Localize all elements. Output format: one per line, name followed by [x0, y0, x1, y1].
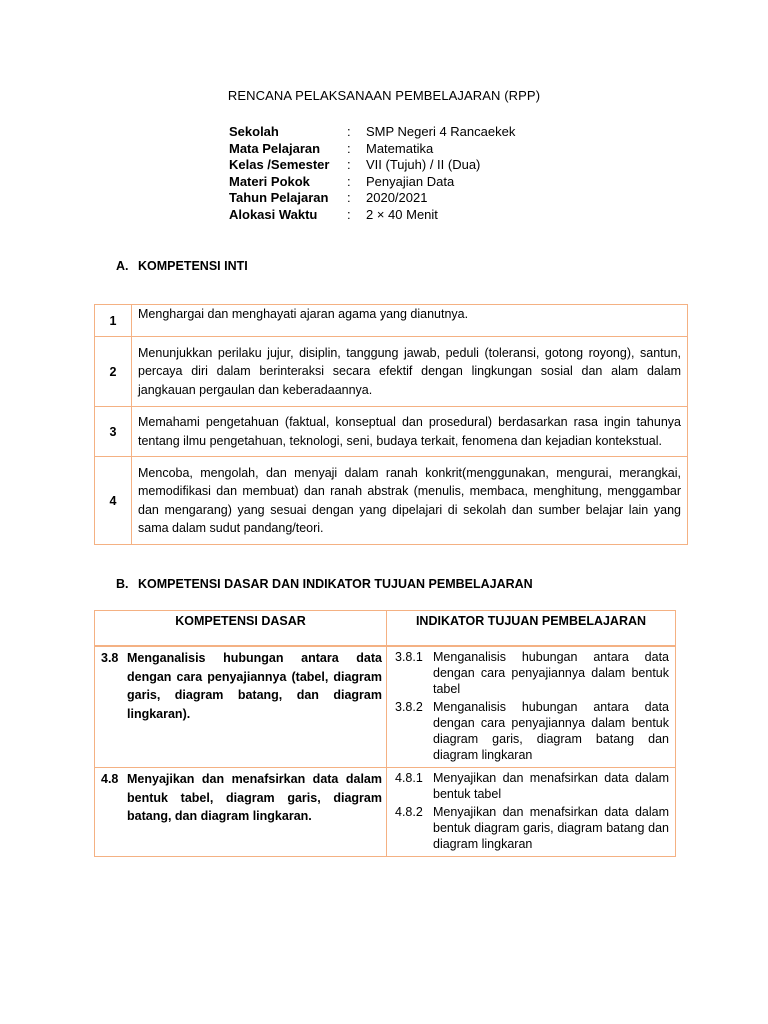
identity-colon: :	[347, 190, 351, 205]
kd-first-line	[101, 649, 382, 668]
indicator-code: 4.8.1	[395, 771, 423, 785]
identity-row	[229, 124, 586, 141]
identity-row	[229, 207, 586, 224]
identity-value: Penyajian Data	[366, 173, 455, 189]
identity-colon: :	[347, 124, 351, 139]
indicator-item	[395, 649, 669, 697]
table-row	[95, 337, 688, 407]
identity-colon: :	[347, 206, 351, 222]
table-row	[95, 457, 688, 545]
identity-row	[229, 190, 586, 207]
kd-code: 4.8	[101, 772, 119, 786]
kd-continuation: bentuk tabel, diagram garis, diagram batang, dan diagram lingkaran.	[127, 790, 382, 823]
kd-first-text: Menyajikan dan menafsirkan data dalam	[127, 772, 382, 786]
identity-colon: :	[347, 173, 351, 189]
identity-value: Matematika	[366, 140, 434, 156]
identity-colon: :	[347, 157, 351, 172]
identity-row	[229, 141, 586, 158]
identity-value: 2 × 40 Menit	[366, 206, 438, 222]
identity-value: SMP Negeri 4 Rancaekek	[366, 124, 516, 139]
kd-cell	[95, 646, 387, 768]
indicator-text: Menyajikan dan menafsirkan data dalam bentuk tabel	[433, 771, 669, 801]
table-row	[95, 305, 688, 337]
ki-text: Mencoba, mengolah, dan menyaji dalam ranah konkrit(menggunakan, mengurai, merangkai, memodifikasi dan membuat) dan ranah abstrak (menulis, membaca, menghitung, menggambar dan mengarang) yang sesuai dengan yang dipelajari di sekolah dan sumber belajar lain yang sama dalam sudut pandang/teori.	[132, 457, 688, 545]
indicator-cell	[387, 768, 676, 857]
table-row	[95, 646, 676, 768]
document-title: RENCANA PELAKSANAAN PEMBELAJARAN (RPP)	[227, 88, 541, 103]
identity-row	[229, 174, 586, 191]
identity-label: Materi Pokok	[229, 173, 310, 189]
indicator-code: 4.8.2	[395, 805, 423, 819]
kd-first-line	[101, 770, 382, 789]
identity-label: Alokasi Waktu	[229, 206, 318, 222]
table-row	[95, 768, 676, 857]
kd-first-text: Menganalisis hubungan antara data	[127, 651, 382, 665]
kd-cell	[95, 768, 387, 857]
indicator-cell	[387, 646, 676, 768]
identity-label: Mata Pelajaran	[229, 140, 321, 156]
indicator-item	[395, 804, 669, 852]
identity-row	[229, 157, 586, 174]
identity-block	[229, 124, 586, 223]
ki-number: 2	[95, 337, 132, 407]
ki-number: 3	[95, 407, 132, 457]
section-b-heading	[116, 577, 533, 591]
indicator-text: Menganalisis hubungan antara data dengan cara penyajiannya dalam bentuk diagram garis, diagram batang dan diagram lingkaran	[433, 700, 669, 762]
identity-label: Sekolah	[229, 124, 279, 139]
indicator-code: 3.8.2	[395, 700, 423, 714]
indicator-code: 3.8.1	[395, 650, 423, 664]
indicator-item	[395, 770, 669, 802]
kd-code: 3.8	[101, 651, 119, 665]
ki-text: Memahami pengetahuan (faktual, konseptual dan prosedural) berdasarkan rasa ingin tahunya tentang ilmu pengetahuan, teknologi, seni, budaya terkait, fenomena dan kejadian kontekstual.	[132, 407, 688, 457]
identity-value: 2020/2021	[366, 190, 428, 205]
section-title: KOMPETENSI INTI	[138, 259, 248, 273]
indicator-text: Menganalisis hubungan antara data dengan cara penyajiannya dalam bentuk tabel	[433, 650, 669, 696]
identity-label: Kelas /Semester	[229, 157, 330, 172]
indicator-item	[395, 699, 669, 763]
identity-colon: :	[347, 140, 351, 156]
ki-text: Menghargai dan menghayati ajaran agama yang dianutnya.	[132, 305, 688, 337]
identity-value: VII (Tujuh) / II (Dua)	[366, 157, 481, 172]
ki-text: Menunjukkan perilaku jujur, disiplin, tanggung jawab, peduli (toleransi, gotong royong), santun, percaya diri dalam berinteraksi secara efektif dengan lingkungan sosial dan alam dalam jangkauan pergaulan dan keberadaannya.	[132, 337, 688, 407]
kompetensi-inti-table	[94, 304, 688, 545]
section-title: KOMPETENSI DASAR DAN INDIKATOR TUJUAN PEMBELAJARAN	[138, 577, 533, 591]
column-header-kd: KOMPETENSI DASAR	[95, 611, 387, 647]
kd-continuation: dengan cara penyajiannya (tabel, diagram garis, diagram batang, dan diagram lingkaran).	[127, 669, 382, 721]
kompetensi-dasar-table	[94, 610, 676, 857]
table-row	[95, 407, 688, 457]
section-letter: A.	[116, 259, 129, 273]
section-letter: B.	[116, 577, 129, 591]
ki-number: 4	[95, 457, 132, 545]
indicator-text: Menyajikan dan menafsirkan data dalam bentuk diagram garis, diagram batang dan diagram lingkaran	[433, 805, 669, 851]
ki-number: 1	[95, 305, 132, 337]
column-header-indikator: INDIKATOR TUJUAN PEMBELAJARAN	[387, 611, 676, 647]
section-a-heading	[116, 259, 248, 273]
table-header-row	[95, 611, 676, 647]
identity-label: Tahun Pelajaran	[229, 190, 329, 205]
